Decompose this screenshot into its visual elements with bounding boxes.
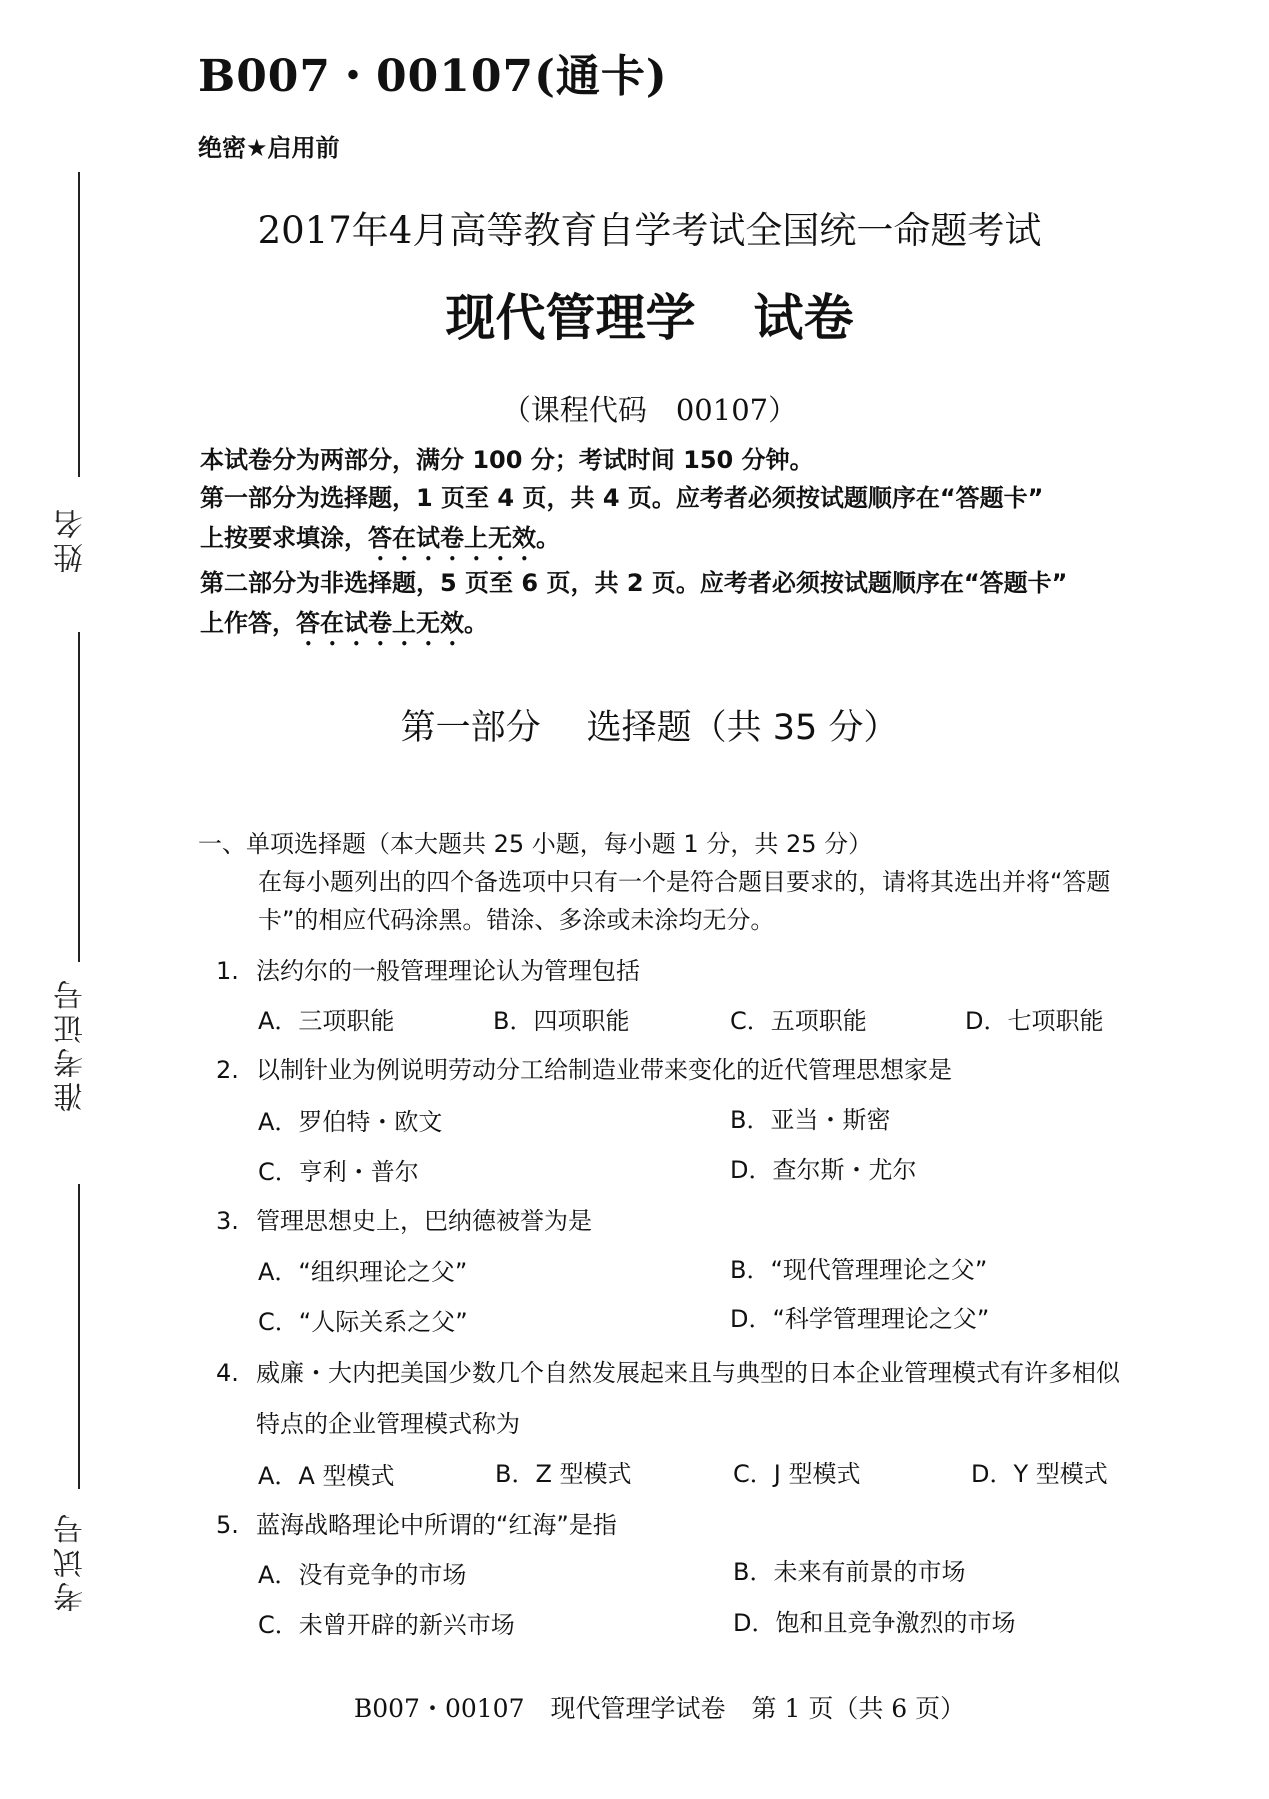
paper-title [0, 278, 1269, 350]
section-description: 在每小题列出的四个备选项中只有一个是符合题目要求的，请将其选出并将“答题 [258, 868, 1111, 896]
question-4-continued: 特点的企业管理模式称为 [256, 1410, 520, 1438]
option-a[interactable]: A．罗伯特・欧文 [258, 1108, 443, 1136]
question-5: 5. 蓝海战略理论中所谓的“红海”是指 [216, 1511, 617, 1539]
option-c[interactable]: C．J 型模式 [733, 1460, 861, 1488]
emphasized-text: 答在试卷上无效 [368, 524, 536, 552]
option-a[interactable]: A．A 型模式 [258, 1462, 395, 1490]
part-heading: 第一部分 选择题（共 35 分） [400, 708, 899, 748]
paper-title-suffix: 试卷 [753, 289, 854, 347]
page-number: 第 1 页（共 6 页） [751, 1694, 966, 1723]
page-footer [0, 1689, 1269, 1725]
instruction-line: 第二部分为非选择题，5 页至 6 页，共 2 页。应考者必须按试题顺序在“答题卡” [200, 569, 1068, 597]
option-d[interactable]: D．查尔斯・尤尔 [730, 1156, 917, 1184]
option-a[interactable]: A．没有竞争的市场 [258, 1561, 467, 1589]
section-title: 一、单项选择题（本大题共 25 小题，每小题 1 分，共 25 分） [198, 830, 873, 858]
option-b[interactable]: B．Z 型模式 [495, 1460, 632, 1488]
footer-paper-name: 现代管理学试卷 [550, 1694, 726, 1723]
side-label-name: 姓名 [54, 505, 89, 573]
option-c[interactable]: C．“人际关系之父” [258, 1308, 468, 1336]
question-2: 2. 以制针业为例说明劳动分工给制造业带来变化的近代管理思想家是 [216, 1056, 952, 1084]
instruction-line: 上作答，答在试卷上无效。 [200, 609, 488, 637]
paper-title-subject: 现代管理学 [445, 289, 696, 347]
binding-line [78, 1184, 80, 1489]
course-code: （课程代码 00107） [501, 393, 798, 427]
option-d[interactable]: D．“科学管理理论之父” [730, 1305, 990, 1333]
option-d[interactable]: D．Y 型模式 [971, 1460, 1108, 1488]
binding-line [78, 632, 80, 962]
option-d[interactable]: D．饱和且竞争激烈的市场 [733, 1609, 1016, 1637]
option-b[interactable]: B．亚当・斯密 [730, 1106, 891, 1134]
paper-serial-number: B007・00107(通卡) [198, 51, 668, 102]
instruction-line: 本试卷分为两部分，满分 100 分；考试时间 150 分钟。 [200, 446, 814, 474]
option-c[interactable]: C．亨利・普尔 [258, 1158, 419, 1186]
option-a[interactable]: A．三项职能 [258, 1007, 395, 1035]
option-b[interactable]: B．“现代管理理论之父” [730, 1256, 988, 1284]
section-description: 卡”的相应代码涂黑。错涂、多涂或未涂均无分。 [258, 906, 775, 934]
option-a[interactable]: A．“组织理论之父” [258, 1258, 468, 1286]
option-c[interactable]: C．五项职能 [730, 1007, 867, 1035]
question-4: 4. 威廉・大内把美国少数几个自然发展起来且与典型的日本企业管理模式有许多相似 [216, 1359, 1120, 1387]
confidential-label: 绝密★启用前 [198, 134, 340, 162]
option-b[interactable]: B．四项职能 [493, 1007, 630, 1035]
exam-title: 2017年4月高等教育自学考试全国统一命题考试 [257, 209, 1042, 252]
question-3: 3. 管理思想史上，巴纳德被誉为是 [216, 1207, 592, 1235]
question-1: 1. 法约尔的一般管理理论认为管理包括 [216, 957, 640, 985]
instruction-line: 第一部分为选择题，1 页至 4 页，共 4 页。应考者必须按试题顺序在“答题卡” [200, 484, 1044, 512]
option-b[interactable]: B．未来有前景的市场 [733, 1558, 966, 1586]
footer-code: B007・00107 [353, 1694, 525, 1723]
emphasized-text: 答在试卷上无效 [296, 609, 464, 637]
side-label-admission-number: 准考证号 [54, 976, 89, 1112]
option-d[interactable]: D．七项职能 [965, 1007, 1104, 1035]
side-label-exam-number: 考试号 [54, 1510, 89, 1612]
option-c[interactable]: C．未曾开辟的新兴市场 [258, 1611, 515, 1639]
instruction-line: 上按要求填涂，答在试卷上无效。 [200, 524, 560, 552]
